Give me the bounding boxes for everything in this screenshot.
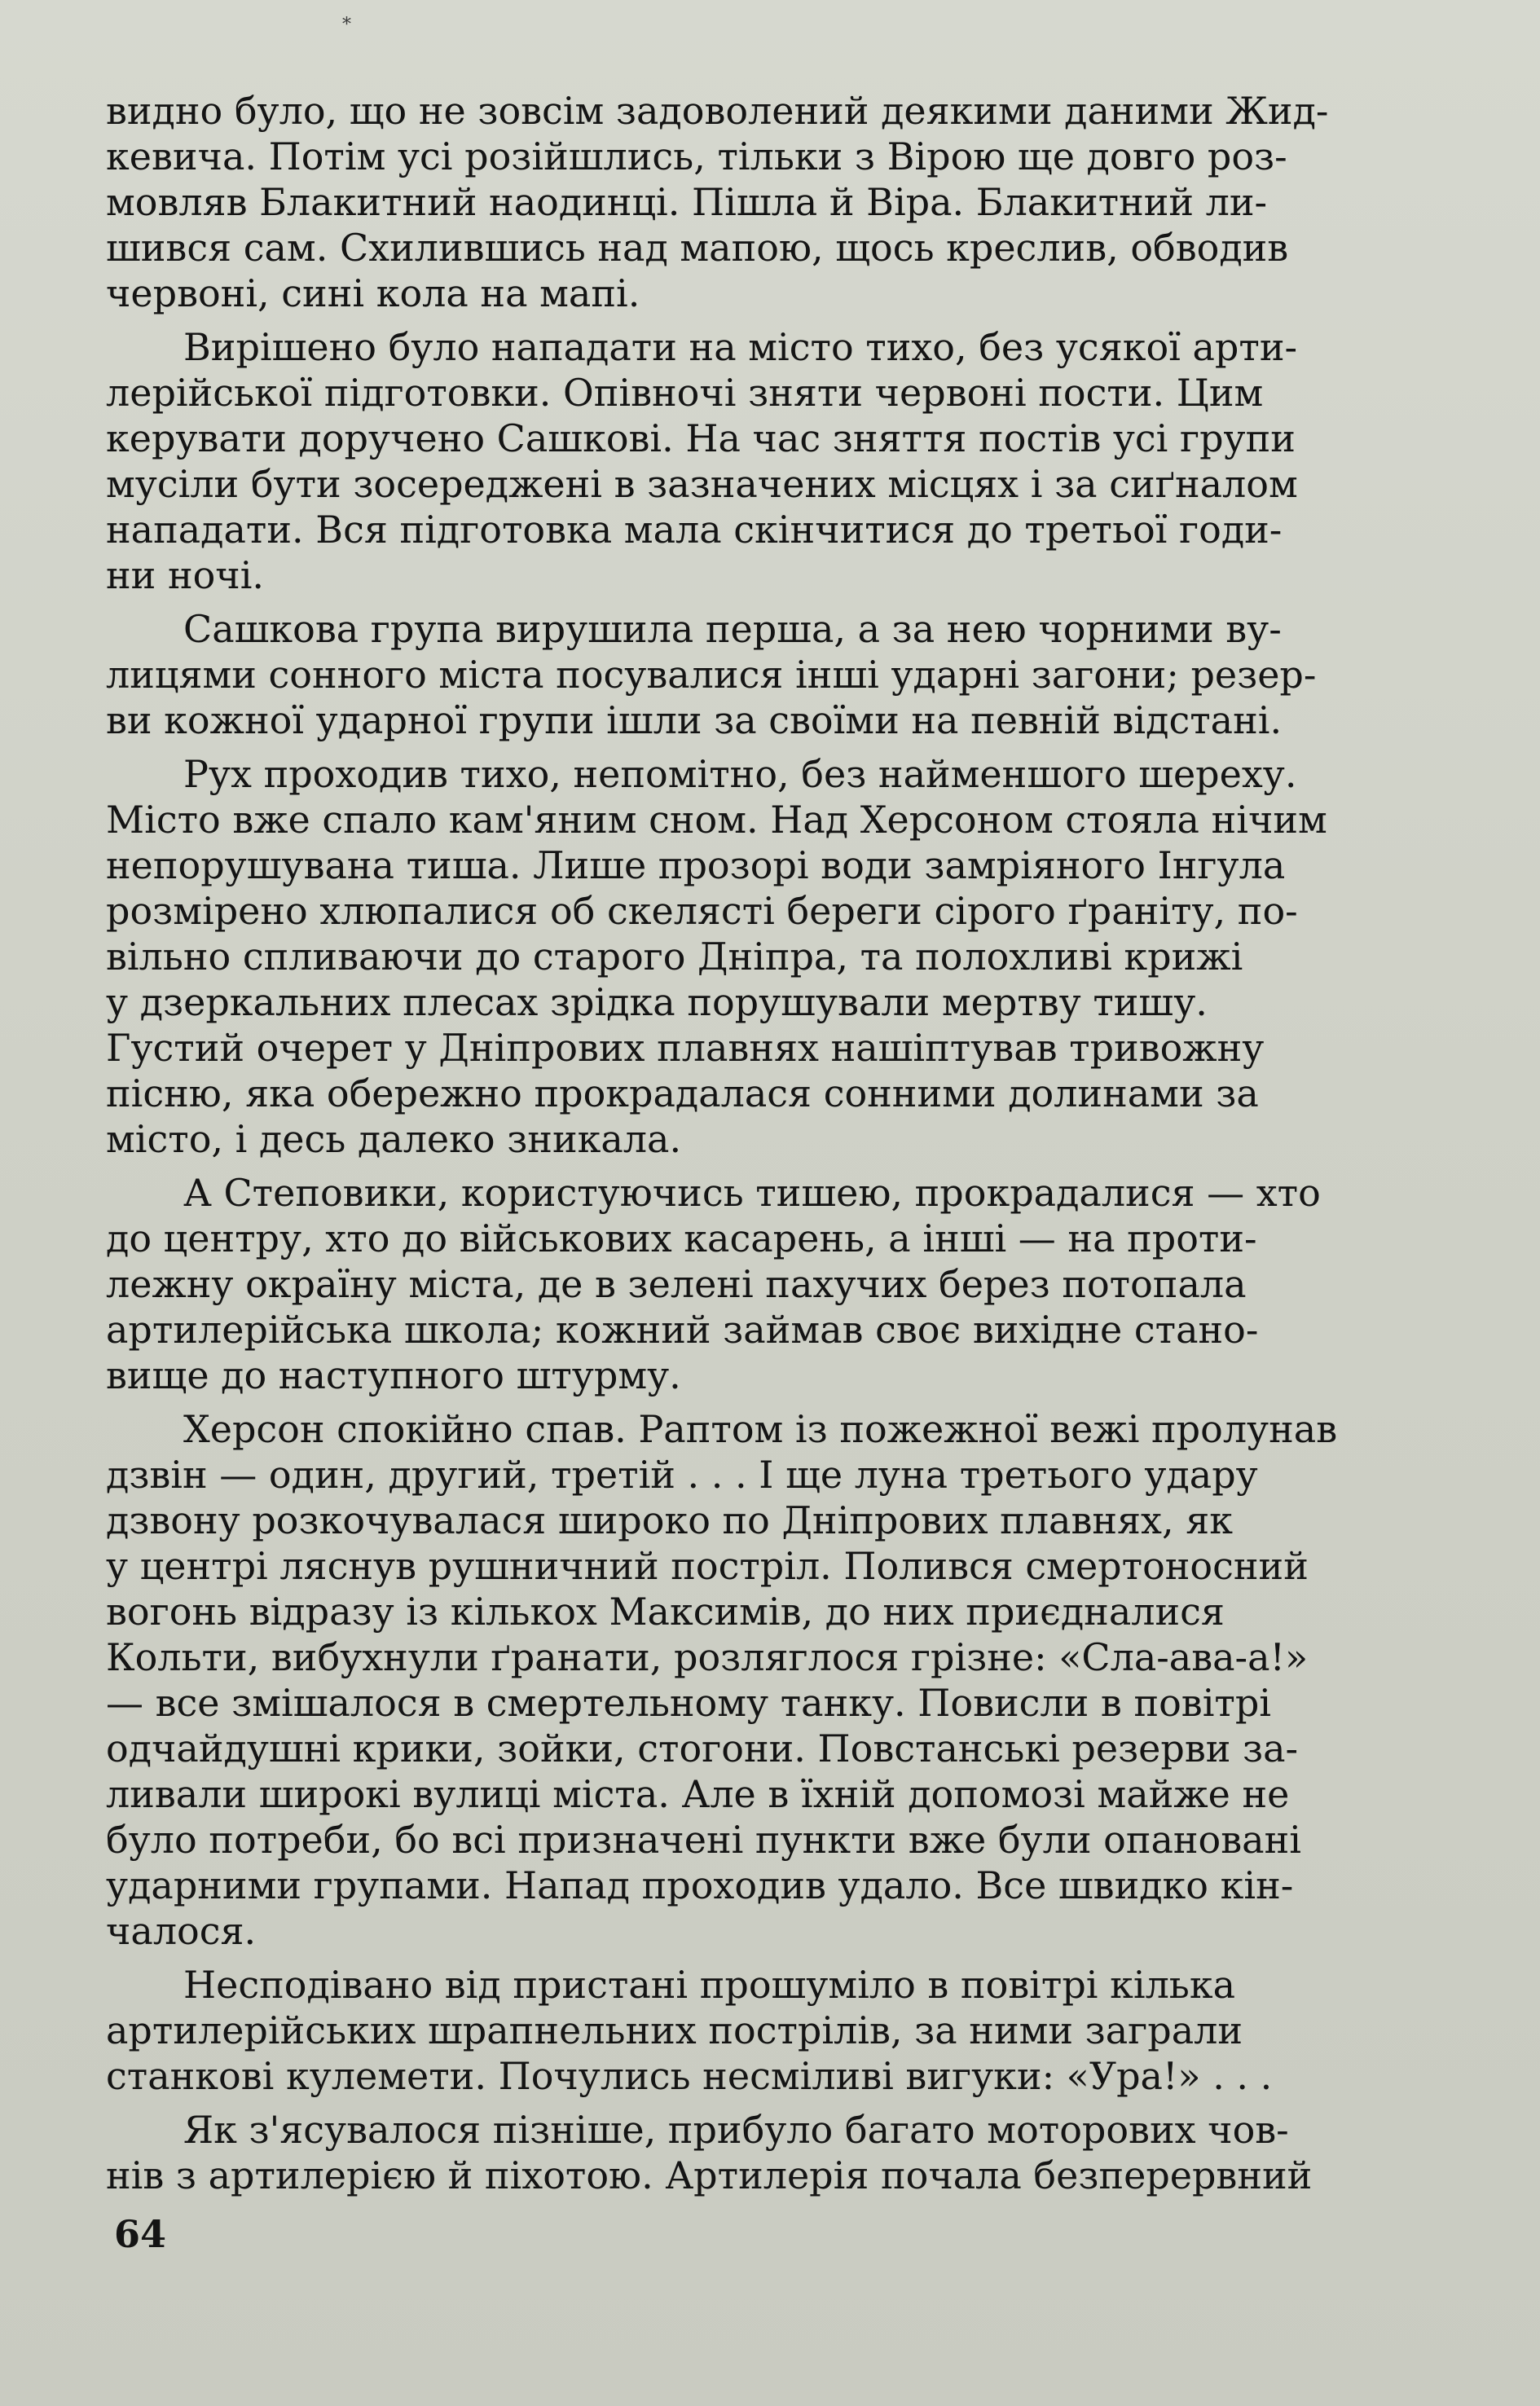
text-line: нападати. Вся підготовка мала скінчитися до третьої годи- <box>106 508 1283 552</box>
text-line: видно було, що не зовсім задоволений деякими даними Жид- <box>106 89 1329 133</box>
text-line: мовляв Блакитний наодинці. Пішла й Віра. Блакитний ли- <box>106 180 1268 224</box>
text-line: Як з'ясувалося пізніше, прибуло багато моторових чов- <box>183 2108 1289 2152</box>
paragraph-5 <box>106 1170 1507 1398</box>
text-line: у дзеркальних плесах зрідка порушували мертву тишу. <box>106 980 1208 1024</box>
text-line: чалося. <box>106 1909 257 1953</box>
text-line: Сашкова група вирушила перша, а за нею чорними ву- <box>183 607 1282 651</box>
paragraph-6 <box>106 1406 1507 1954</box>
text-line: А Степовики, користуючись тишею, прокрадалися — хто <box>183 1171 1321 1215</box>
text-line: артилерійських шрапнельних пострілів, за ними заграли <box>106 2008 1243 2052</box>
text-line: червоні, сині кола на мапі. <box>106 271 640 315</box>
page-number: 64 <box>114 2212 167 2256</box>
text-line: Херсон спокійно спав. Раптом із пожежної вежі пролунав <box>183 1407 1338 1451</box>
body-text <box>106 88 1507 2206</box>
text-line: вогонь відразу із кількох Максимів, до них приєдналися <box>106 1590 1225 1634</box>
text-line: лежну окраїну міста, де в зелені пахучих берез потопала <box>106 1262 1247 1306</box>
text-line: ударними групами. Напад проходив удало. Все швидко кін- <box>106 1863 1294 1907</box>
text-line: артилерійська школа; кожний займав своє вихідне стано- <box>106 1308 1259 1352</box>
text-line: до центру, хто до військових касарень, а інші — на проти- <box>106 1216 1257 1260</box>
text-line: нів з артилерією й піхотою. Артилерія почала безперервний <box>106 2153 1313 2197</box>
text-line: вільно спливаючи до старого Дніпра, та полохливі крижі <box>106 935 1243 979</box>
text-line: одчайдушні крики, зойки, стогони. Повстанські резерви за- <box>106 1726 1299 1770</box>
paragraph-4 <box>106 751 1507 1162</box>
text-line: Густий очерет у Дніпрових плавнях нашіптував тривожну <box>106 1026 1265 1070</box>
paragraph-8 <box>106 2107 1507 2198</box>
text-line: Несподівано від пристані прошуміло в повітрі кілька <box>183 1963 1236 2007</box>
paragraph-7 <box>106 1962 1507 2099</box>
text-line: непорушувана тиша. Лише прозорі води замріяного Інгула <box>106 843 1286 887</box>
text-line: станкові кулемети. Почулись несміливі вигуки: «Ура!» . . . <box>106 2054 1273 2098</box>
text-line: розмірено хлюпалися об скелясті береги сірого ґраніту, по- <box>106 889 1298 933</box>
text-line: мусіли бути зосереджені в зазначених місцях і за сиґналом <box>106 462 1298 506</box>
text-line: дзвону розкочувалася широко по Дніпрових плавнях, як <box>106 1498 1234 1542</box>
text-line: Вирішено було нападати на місто тихо, без усякої арти- <box>183 325 1298 369</box>
text-line: Рух проходив тихо, непомітно, без найменшого шереху. <box>183 752 1297 796</box>
text-line: ливали широкі вулиці міста. Але в їхній допомозі майже не <box>106 1772 1290 1816</box>
text-line: лицями сонного міста посувалися інші ударні загони; резер- <box>106 653 1317 697</box>
text-line: ни ночі. <box>106 553 265 597</box>
text-line: було потреби, бо всі призначені пункти вже були опановані <box>106 1818 1301 1862</box>
text-line: дзвін — один, другий, третій . . . І ще луна третього удару <box>106 1453 1258 1497</box>
text-line: ви кожної ударної групи ішли за своїми на певній відстані. <box>106 698 1283 742</box>
paragraph-1 <box>106 88 1507 316</box>
text-line: місто, і десь далеко зникала. <box>106 1117 682 1161</box>
text-line: кевича. Потім усі розійшлись, тільки з Вірою ще довго роз- <box>106 134 1287 178</box>
text-line: пісню, яка обережно прокрадалася сонними долинами за <box>106 1071 1259 1115</box>
text-line: лерійської підготовки. Опівночі зняти червоні пости. Цим <box>106 371 1264 415</box>
text-line: — все змішалося в смертельному танку. Повисли в повітрі <box>106 1681 1272 1725</box>
print-speck: * <box>342 15 351 35</box>
paragraph-2 <box>106 324 1507 598</box>
text-line: керувати доручено Сашкові. На час зняття постів усі групи <box>106 416 1296 460</box>
text-line: вище до наступного штурму. <box>106 1353 681 1397</box>
text-line: Місто вже спало кам'яним сном. Над Херсоном стояла нічим <box>106 798 1327 842</box>
paragraph-3 <box>106 606 1507 743</box>
text-line: шився сам. Схилившись над мапою, щось креслив, обводив <box>106 226 1289 270</box>
text-line: Кольти, вибухнули ґранати, розляглося грізне: «Сла-ава-а!» <box>106 1635 1309 1679</box>
text-line: у центрі ляснув рушничний постріл. Полився смертоносний <box>106 1544 1309 1588</box>
